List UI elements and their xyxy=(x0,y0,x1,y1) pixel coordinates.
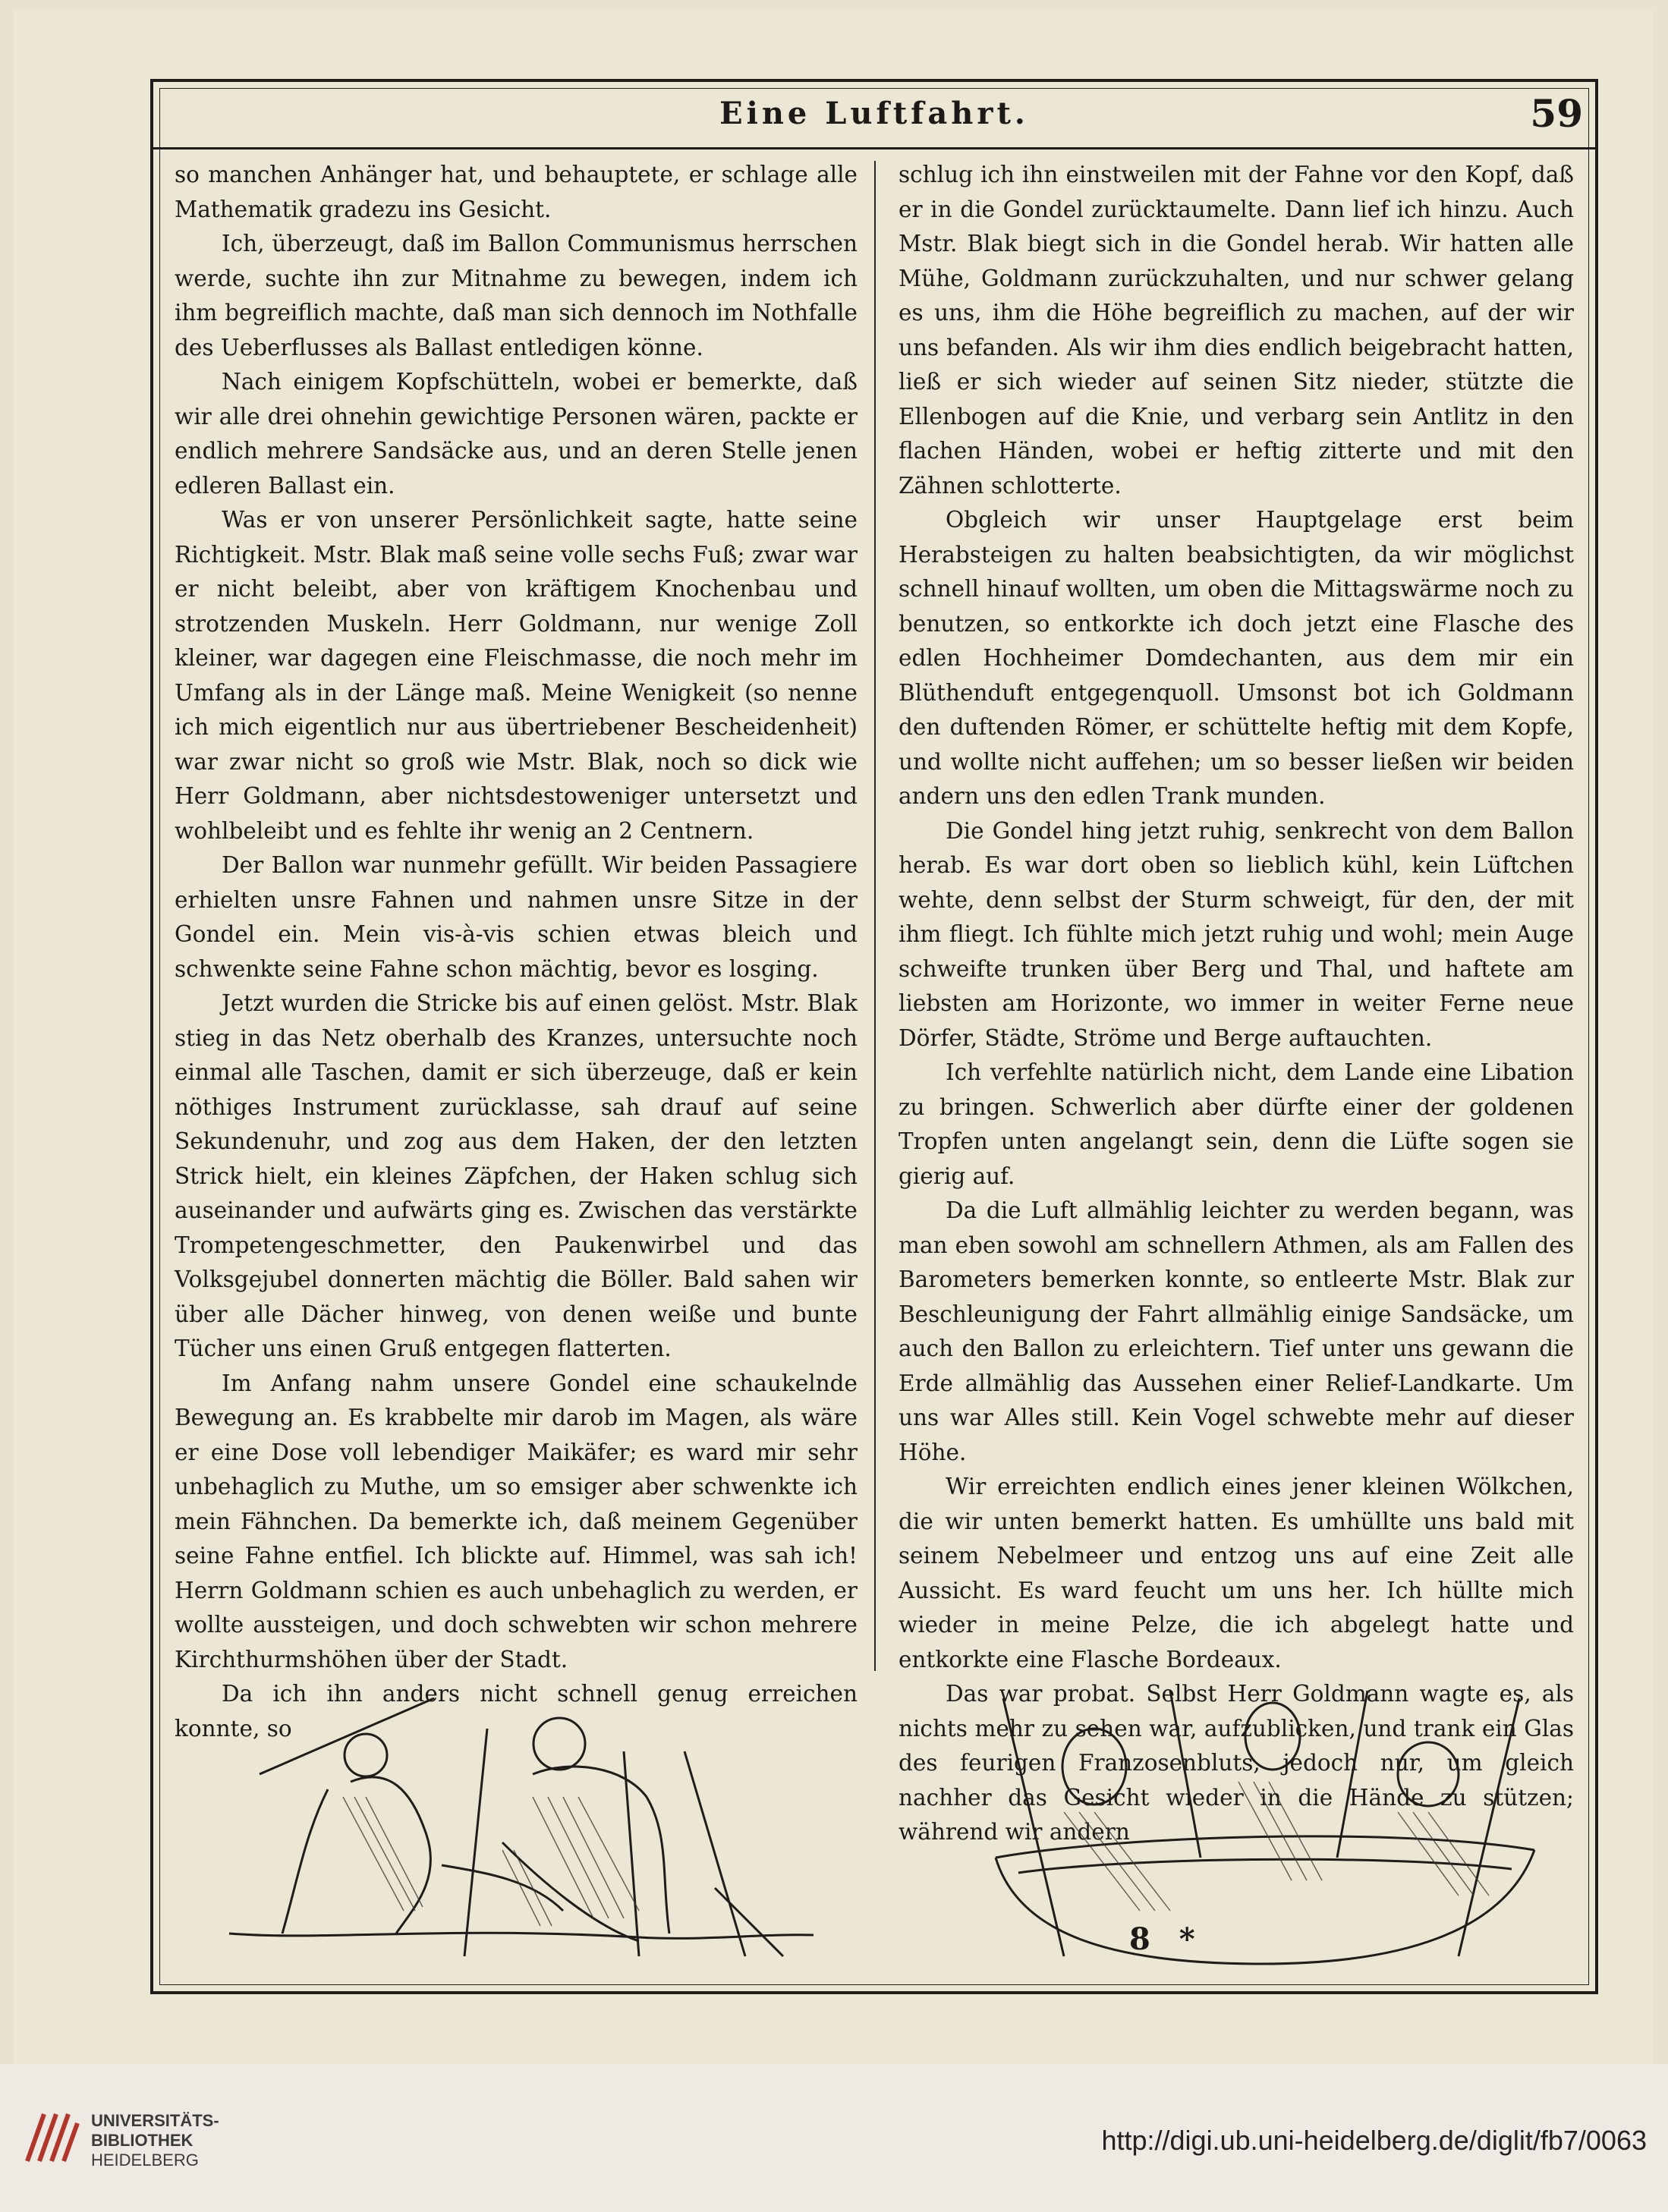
library-name-line: UNIVERSITÄTS- xyxy=(91,2111,219,2130)
paragraph: so manchen Anhänger hat, und behauptete, er schlage alle Mathematik gradezu ins Gesicht. xyxy=(175,162,858,222)
paragraph: schlug ich ihn einstweilen mit der Fahne vor den Kopf, daß er in die Gondel zurücktaumelte. Dann lief ich hinzu. Auch Mstr. Blak biegt sich in die Gondel herab. Wir hatten alle Mühe, Goldmann zurückzuhalten, und nur schwer gelang es uns, ihm die Höhe begreiflich zu machen, auf der wir uns befanden. Als wir ihm dies endlich beigebracht hatten, ließ er sich wieder auf seinen Sitz nieder, stützte die Ellenbogen auf die Knie, und verbarg sein Antlitz in den flachen Händen, wobei er heftig zitterte und mit den Zähnen schlotterte. xyxy=(899,162,1574,499)
paragraph: Ich, überzeugt, daß im Ballon Communismus herrschen werde, suchte ihn zur Mitnahme zu bewegen, indem ich ihm begreiflich machte, daß man sich dennoch im Nothfalle des Ueberflusses als Ballast entledigen könne. xyxy=(175,231,858,360)
scanned-page xyxy=(14,9,1653,2064)
running-title: Eine Luftfahrt. xyxy=(719,96,1029,131)
paragraph: Das war probat. Selbst Herr Goldmann wagte es, als nichts mehr zu sehen war, aufzublicken, und trank ein Glas des feurigen Franzosenbluts, jedoch nur, um gleich nachher das Gesicht wieder in die Hände zu stützen; während wir andern xyxy=(899,1681,1574,1845)
left-column xyxy=(175,158,858,1746)
paragraph: Obgleich wir unser Hauptgelage erst beim Herabsteigen zu halten beabsichtigten, da wir möglichst schnell hinauf wollten, um oben die Mittagswärme noch zu benutzen, so entkorkte ich doch jetzt eine Flasche des edlen Hochheimer Domdechanten, aus dem mir ein Blüthenduft entgegenquoll. Umsonst bot ich Goldmann den duftenden Römer, er schüttelte heftig mit dem Kopfe, und wollte nicht auffehen; um so besser ließen wir beiden andern uns den edlen Trank munden. xyxy=(899,507,1574,809)
paragraph: Jetzt wurden die Stricke bis auf einen gelöst. Mstr. Blak stieg in das Netz oberhalb des Kranzes, untersuchte noch einmal alle Taschen, damit er sich überzeuge, daß er kein nöthiges Instrument zurücklasse, sah drauf auf seine Sekundenuhr, und zog aus dem Haken, der den letzten Strick hielt, ein kleines Zäpfchen, der Haken schlug sich auseinander und aufwärts ging es. Zwischen das verstärkte Trompetengeschmetter, den Paukenwirbel und das Volksgejubel donnerten mächtig die Böller. Bald sahen wir über alle Dächer hinweg, von denen weiße und bunte Tücher uns einen Gruß entgegen flatterten. xyxy=(175,990,858,1361)
engraving-two-men-with-gondola xyxy=(214,1683,821,1971)
source-url-link[interactable]: http://digi.ub.uni-heidelberg.de/diglit/fb7/0063 xyxy=(1101,2125,1647,2156)
library-name xyxy=(91,2111,219,2170)
figure-head-left xyxy=(345,1734,387,1776)
footer-bar xyxy=(0,2064,1668,2212)
paragraph: Was er von unserer Persönlichkeit sagte, hatte seine Richtigkeit. Mstr. Blak maß seine volle sechs Fuß; zwar war er nicht beleibt, aber von kräftigem Knochenbau und strotzenden Muskeln. Herr Goldmann, nur wenige Zoll kleiner, war dagegen eine Fleischmasse, die noch mehr im Umfang als in der Länge maß. Meine Wenigkeit (so nenne ich mich eigentlich nur aus übertriebener Bescheidenheit) war zwar nicht so groß wie Mstr. Blak, noch so dick wie Herr Goldmann, aber nichtsdestoweniger untersetzt und wohlbeleibt und es fehlte ihr wenig an 2 Centnern. xyxy=(175,507,858,844)
page-number: 59 xyxy=(1530,91,1583,136)
signature-mark: 8 * xyxy=(1129,1921,1204,1957)
right-column xyxy=(899,158,1574,1850)
page-frame xyxy=(150,79,1598,1994)
paragraph: Wir erreichten endlich eines jener kleinen Wölkchen, die wir unten bemerkt hatten. Es umhüllte uns bald mit seinem Nebelmeer und entzog uns auf eine Zeit alle Aussicht. Es ward feucht um uns her. Ich hüllte mich wieder in meine Pelze, die ich abgelegt hatte und entkorkte eine Flasche Bordeaux. xyxy=(899,1474,1574,1672)
paragraph: Ich verfehlte natürlich nicht, dem Lande eine Libation zu bringen. Schwerlich aber dürfte einer der goldenen Tropfen unten angelangt sein, denn die Lüfte sogen sie gierig auf. xyxy=(899,1059,1574,1189)
paragraph: Der Ballon war nunmehr gefüllt. Wir beiden Passagiere erhielten unsre Fahnen und nahmen unsre Sitze in der Gondel ein. Mein vis-à-vis schien etwas bleich und schwenkte seine Fahne schon mächtig, bevor es losging. xyxy=(175,852,858,982)
figure-head-center xyxy=(1245,1703,1300,1770)
paragraph: Da die Luft allmählig leichter zu werden begann, was man eben sowohl am schnellern Athmen, als am Fallen des Barometers bemerken konnte, so entleerte Mstr. Blak zur Beschleunigung der Fahrt allmählig einige Sandsäcke, um auch den Ballon zu erleichtern. Tief unter uns gewann die Erde allmählig das Aussehen einer Relief-Landkarte. Um uns war Alles still. Kein Vogel schwebte mehr auf dieser Höhe. xyxy=(899,1197,1574,1465)
figure-head-right xyxy=(1398,1742,1459,1806)
engraving-three-men-in-gondola xyxy=(973,1683,1550,1971)
figure-head-right xyxy=(533,1718,585,1770)
library-name-line: HEIDELBERG xyxy=(91,2151,199,2170)
column-divider xyxy=(874,161,876,1671)
paragraph: Die Gondel hing jetzt ruhig, senkrecht von dem Ballon herab. Es war dort oben so lieblich kühl, kein Lüftchen wehte, denn selbst der Sturm schweigt, für den, der mit ihm fliegt. Ich fühlte mich jetzt ruhig und wohl; mein Auge schweifte trunken über Berg und Thal, und haftete am liebsten am Horizonte, wo immer in weiter Ferne neue Dörfer, Städte, Ströme und Berge auftauchten. xyxy=(899,817,1574,1051)
illustration-ballon-departure xyxy=(214,1683,821,1971)
figure-head-left xyxy=(1062,1729,1126,1805)
illustration-gondola-interior xyxy=(973,1683,1550,1971)
paragraph: Da ich ihn anders nicht schnell genug erreichen konnte, so xyxy=(175,1681,858,1742)
library-logo-icon[interactable] xyxy=(21,2108,80,2167)
header-rule xyxy=(153,147,1595,149)
paragraph: Im Anfang nahm unsere Gondel eine schaukelnde Bewegung an. Es krabbelte mir darob im Magen, als wäre er eine Dose voll lebendiger Maikäfer; es ward mir sehr unbehaglich zu Muthe, um so emsiger aber schwenkte ich mein Fähnchen. Da bemerkte ich, daß meinem Gegenüber seine Fahne entfiel. Ich blickte auf. Himmel, was sah ich! Herrn Goldmann schien es auch unbehaglich zu werden, er wollte aussteigen, und doch schwebten wir schon mehrere Kirchthurmshöhen über der Stadt. xyxy=(175,1370,858,1672)
paragraph: Nach einigem Kopfschütteln, wobei er bemerkte, daß wir alle drei ohnehin gewichtige Personen wären, packte er endlich mehrere Sandsäcke aus, und an deren Stelle jenen edleren Ballast ein. xyxy=(175,369,858,499)
library-name-line: BIBLIOTHEK xyxy=(91,2131,194,2150)
